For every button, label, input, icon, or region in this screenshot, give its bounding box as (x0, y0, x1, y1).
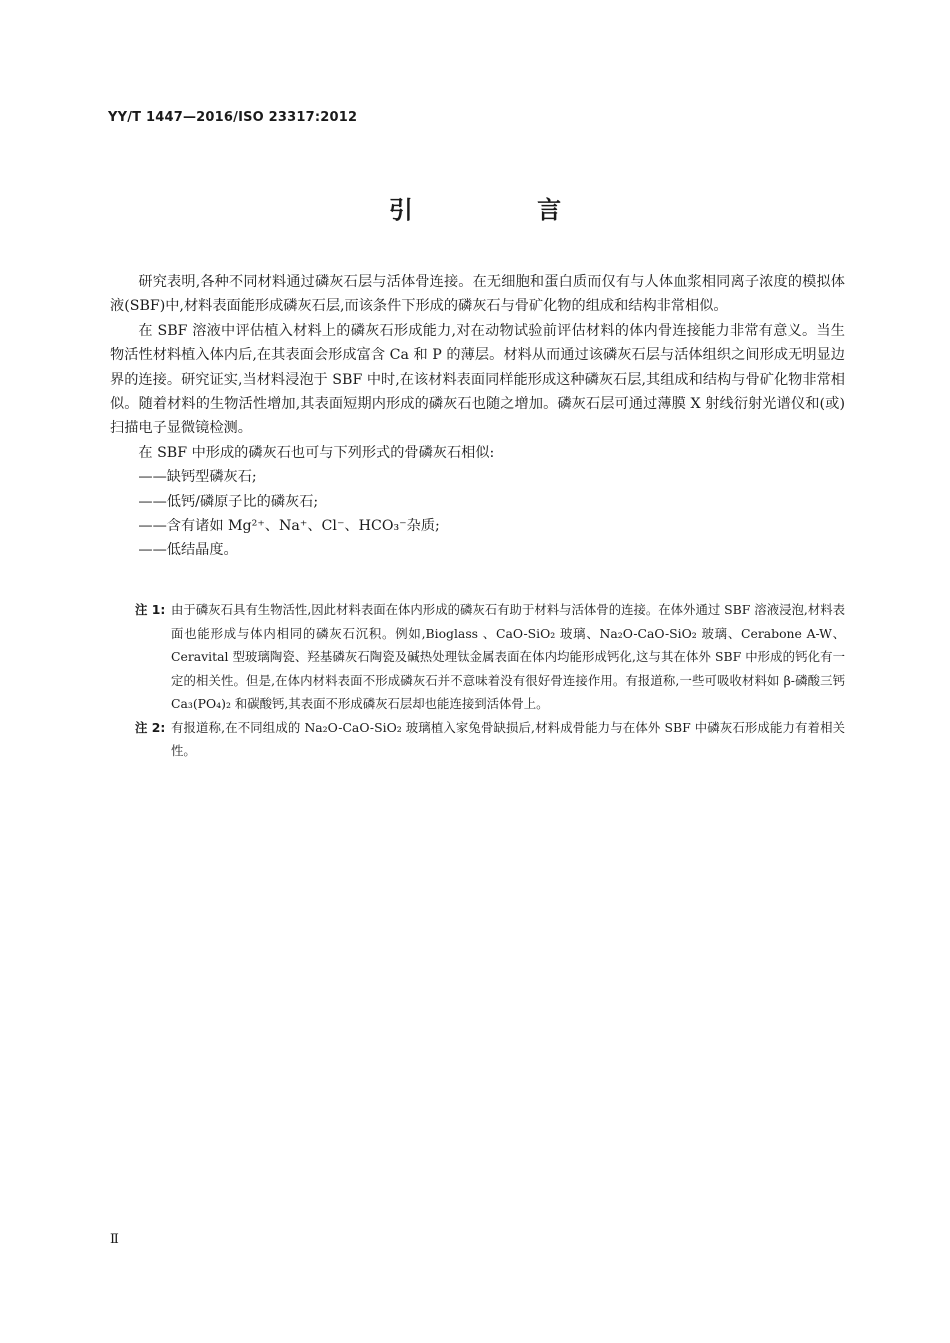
body-text (110, 270, 845, 563)
list-item: ——含有诸如 Mg²⁺、Na⁺、Cl⁻、HCO₃⁻杂质; (138, 518, 440, 535)
paragraph: 在 SBF 中形成的磷灰石也可与下列形式的骨磷灰石相似: (138, 444, 495, 461)
document-code-header: YY/T 1447—2016/ISO 23317:2012 (108, 110, 358, 125)
notes-section (135, 598, 845, 763)
list-item: ——低钙/磷原子比的磷灰石; (138, 493, 319, 510)
list-item: ——缺钙型磷灰石; (138, 469, 257, 486)
section-title: 引 言 (388, 196, 620, 224)
note-1 (135, 598, 845, 716)
paragraph: 研究表明,各种不同材料通过磷灰石层与活体骨连接。在无细胞和蛋白质而仅有与人体血浆相同离子浓度的模拟体液(SBF)中,材料表面能形成磷灰石层,而该条件下形成的磷灰石与骨矿化物的组成和结构非常相似。 (110, 274, 845, 315)
note-text: 由于磷灰石具有生物活性,因此材料表面在体内形成的磷灰石有助于材料与活体骨的连接。在体外通过 SBF 溶液浸泡,材料表面也能形成与体内相同的磷灰石沉积。例如,Bioglass 、CaO-SiO₂ 玻璃、Na₂O-CaO-SiO₂ 玻璃、Cerabone A-W、Ceravital 型玻璃陶瓷、羟基磷灰石陶瓷及碱热处理钛金属表面在体内均能形成钙化,这与其在体外 SBF 中形成的钙化有一定的相关性。但是,在体内材料表面不形成磷灰石并不意味着没有很好骨连接作用。有报道称,一些可吸收材料如 β-磷酸三钙 Ca₃(PO₄)₂ 和碳酸钙,其表面不形成磷灰石层却也能连接到活体骨上。 (171, 602, 845, 711)
note-2 (135, 716, 845, 763)
paragraph: 在 SBF 溶液中评估植入材料上的磷灰石形成能力,对在动物试验前评估材料的体内骨连接能力非常有意义。当生物活性材料植入体内后,在其表面会形成富含 Ca 和 P 的薄层。材料从而通过该磷灰石层与活体组织之间形成无明显边界的连接。研究证实,当材料浸泡于 SBF 中时,在该材料表面同样能形成这种磷灰石层,其组成和结构与骨矿化物非常相似。随着材料的生物活性增加,其表面短期内形成的磷灰石也随之增加。磷灰石层可通过薄膜 X 射线衍射光谱仪和(或)扫描电子显微镜检测。 (110, 322, 845, 437)
list-item: ——低结晶度。 (138, 542, 238, 559)
note-text: 有报道称,在不同组成的 Na₂O-CaO-SiO₂ 玻璃植入家兔骨缺损后,材料成骨能力与在体外 SBF 中磷灰石形成能力有着相关性。 (171, 719, 845, 758)
note-label: 注 1: (135, 602, 166, 617)
page-number: Ⅱ (110, 1232, 119, 1247)
note-label: 注 2: (135, 719, 166, 735)
